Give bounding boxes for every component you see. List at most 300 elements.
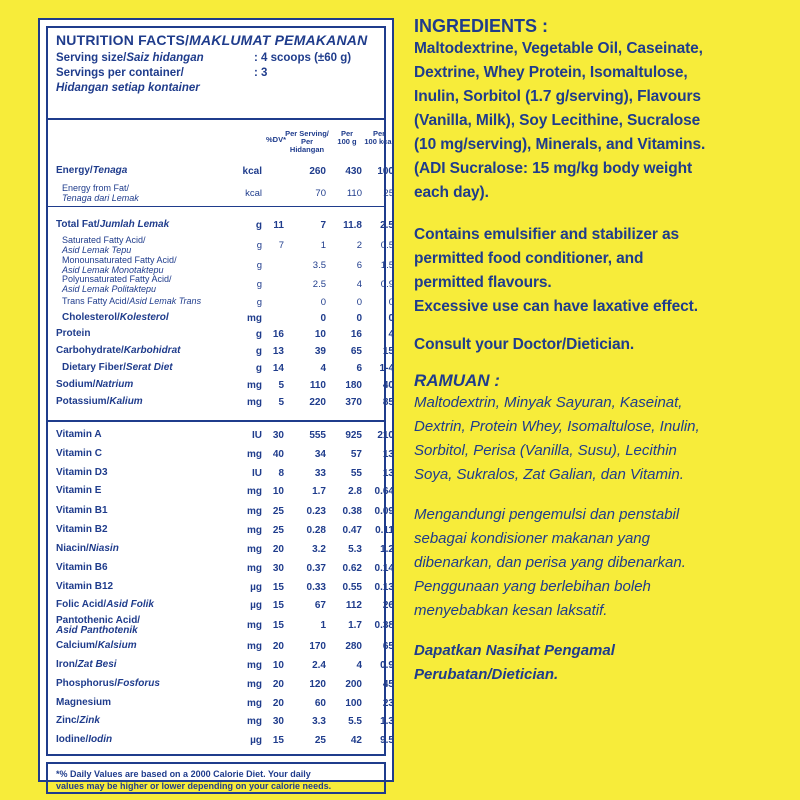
nutrient-name-en: Dietary Fiber/ bbox=[62, 362, 126, 373]
nutrient-name-en: Protein bbox=[56, 328, 91, 339]
nutrient-p100: 5.3 bbox=[348, 544, 362, 555]
nutrient-name-ms: Jumlah Lemak bbox=[99, 219, 170, 230]
nutrient-ps: 70 bbox=[315, 188, 326, 199]
nutrient-ps: 2.5 bbox=[312, 279, 326, 290]
text-line: Soya, Sukralos, Zat Galian, dan Vitamin. bbox=[414, 466, 684, 483]
nutrient-pk: 0.11 bbox=[375, 525, 394, 536]
nutrient-dv: 20 bbox=[272, 641, 284, 652]
nutrient-unit: kcal bbox=[242, 166, 262, 177]
nutrient-ps: 220 bbox=[309, 397, 326, 408]
nutrient-p100: 2 bbox=[356, 240, 362, 251]
nutrient-row bbox=[48, 562, 394, 577]
nutrient-name-ms: Asid Lemak Monotaktepu bbox=[62, 264, 164, 275]
nutrient-ps: 34 bbox=[314, 449, 326, 460]
text-line: Dextrine, Whey Protein, Isomaltulose, bbox=[414, 64, 688, 81]
nutrient-p100: 430 bbox=[345, 166, 362, 177]
nutrient-pk: 210 bbox=[377, 430, 394, 441]
serving-size-en: Serving size/ bbox=[56, 52, 127, 64]
nutrient-ps: 3.5 bbox=[312, 260, 326, 271]
nutrient-pk: 0 bbox=[388, 313, 394, 324]
header-per-100g-a: Per bbox=[340, 129, 354, 138]
nutrient-pk: 0.14 bbox=[374, 563, 394, 574]
nutrient-pk: 45 bbox=[382, 679, 394, 690]
nutrient-unit: mg bbox=[247, 397, 262, 408]
nutrient-label bbox=[56, 430, 102, 440]
nutrient-pk: 23 bbox=[382, 698, 394, 709]
nutrient-ps: 67 bbox=[314, 600, 326, 611]
nutrient-pk: 0.09 bbox=[374, 506, 394, 517]
nutrient-pk: 65 bbox=[382, 641, 394, 652]
ingredients-column bbox=[414, 16, 786, 687]
text-line: (10 mg/serving), Minerals, and Vitamins. bbox=[414, 136, 706, 153]
nutrient-row bbox=[48, 328, 394, 343]
nutrient-name-en: Vitamin E bbox=[56, 485, 102, 496]
nutrient-dv: 13 bbox=[272, 346, 284, 357]
nutrient-label bbox=[56, 220, 169, 230]
nutrient-p100: 280 bbox=[345, 641, 362, 652]
nutrient-p100: 42 bbox=[350, 735, 362, 746]
title-en: NUTRITION FACTS/ bbox=[56, 32, 190, 48]
nutrient-name-en: Vitamin B1 bbox=[56, 505, 108, 516]
nutrient-dv: 15 bbox=[272, 735, 284, 746]
nutrient-pk: 100 bbox=[377, 166, 394, 177]
nutrient-dv: 10 bbox=[272, 486, 284, 497]
text-line: Dapatkan Nasihat Pengamal bbox=[414, 642, 615, 659]
nutrient-unit: mg bbox=[247, 660, 262, 671]
text-line: Perubatan/Dietician. bbox=[414, 666, 559, 683]
nutrient-ps: 2.4 bbox=[312, 660, 326, 671]
nutrient-p100: 0 bbox=[356, 297, 362, 308]
nutrient-p100: 1.7 bbox=[348, 620, 362, 631]
nutrient-ps: 7 bbox=[320, 220, 326, 231]
nutrient-name-ms: Asid Lemak Politaktepu bbox=[62, 283, 157, 294]
nutrient-name-ms: Iodin bbox=[88, 734, 113, 745]
nutrient-row bbox=[48, 467, 394, 482]
text-line: menyebabkan kesan laksatif. bbox=[414, 602, 608, 619]
nutrient-p100: 6 bbox=[356, 363, 362, 374]
nutrient-dv: 5 bbox=[278, 397, 284, 408]
text-line: Excessive use can have laxative effect. bbox=[414, 298, 698, 315]
text-line: Maltodextrin, Minyak Sayuran, Kaseinat, bbox=[414, 394, 683, 411]
nutrient-pk: 0.64 bbox=[374, 486, 394, 497]
nutrient-pk: 4 bbox=[388, 329, 394, 340]
header-per-100kcal-a: Per bbox=[372, 129, 386, 138]
text-line: permitted food conditioner, and bbox=[414, 250, 644, 267]
nutrient-pk: 26 bbox=[382, 600, 394, 611]
serving-size-ms: Saiz hidangan bbox=[126, 52, 204, 64]
nutrient-pk: 25 bbox=[383, 188, 394, 199]
nutrient-unit: mg bbox=[247, 380, 262, 391]
nutrient-p100: 2.8 bbox=[348, 486, 362, 497]
nutrient-row bbox=[48, 581, 394, 596]
nutrient-row bbox=[48, 485, 394, 500]
nutrient-ps: 1 bbox=[320, 240, 326, 251]
nutrient-unit: g bbox=[255, 220, 262, 231]
text-line: Dextrin, Protein Whey, Isomaltulose, Inulin, bbox=[414, 418, 700, 435]
nutrient-row bbox=[48, 274, 394, 294]
nutrient-name-ms: Fosforus bbox=[117, 678, 160, 689]
ramuan-title: RAMUAN : bbox=[414, 371, 500, 390]
nutrient-name-ms: Asid Panthotenik bbox=[56, 624, 138, 636]
header-per-100g-b: 100 g bbox=[337, 137, 357, 146]
nutrient-pk: 1.2 bbox=[380, 544, 394, 555]
nutrient-pk: 15 bbox=[382, 346, 394, 357]
nutrient-unit: g bbox=[256, 297, 262, 308]
nutrient-p100: 925 bbox=[345, 430, 362, 441]
nutrient-name-en: Potassium/ bbox=[56, 396, 110, 407]
nutrient-pk: 1-4 bbox=[379, 363, 394, 374]
nutrient-row bbox=[48, 255, 394, 275]
nutrient-dv: 16 bbox=[272, 329, 284, 340]
nutrient-unit: µg bbox=[250, 735, 262, 746]
nutrient-unit: IU bbox=[252, 430, 262, 441]
divider bbox=[48, 206, 384, 207]
nutrient-dv: 20 bbox=[272, 544, 284, 555]
nutrient-unit: µg bbox=[250, 600, 262, 611]
nutrient-name-en: Monounsaturated Fatty Acid/ bbox=[62, 255, 177, 265]
nutrient-dv: 30 bbox=[272, 430, 284, 441]
nutrient-name-en: Zinc/ bbox=[56, 715, 80, 726]
header-per-100kcal bbox=[362, 130, 396, 146]
text-line: Maltodextrine, Vegetable Oil, Caseinate, bbox=[414, 40, 703, 57]
nutrient-label bbox=[62, 313, 169, 323]
nutrient-ps: 260 bbox=[309, 166, 326, 177]
nutrient-row bbox=[48, 505, 394, 520]
nutrient-row bbox=[48, 715, 394, 730]
nutrient-name-en: Pantothenic Acid/ bbox=[56, 615, 141, 626]
nutrient-ps: 0.23 bbox=[306, 506, 326, 517]
nutrient-unit: mg bbox=[247, 641, 262, 652]
nutrition-header-box bbox=[46, 26, 386, 120]
nutrient-row bbox=[48, 448, 394, 463]
nutrient-unit: IU bbox=[252, 468, 262, 479]
nutrient-name-ms: Asid Lemak Trans bbox=[129, 296, 202, 306]
servings-label-ms-text: Hidangan setiap kontainer bbox=[56, 82, 200, 94]
nutrient-name-en: Folic Acid/ bbox=[56, 599, 107, 610]
nutrient-name-en: Vitamin B2 bbox=[56, 524, 108, 535]
nutrient-unit: mg bbox=[247, 716, 262, 727]
nutrient-name-en: Sodium/ bbox=[56, 379, 96, 390]
nutrient-pk: 85 bbox=[382, 397, 394, 408]
nutrient-dv: 10 bbox=[272, 660, 284, 671]
nutrient-row bbox=[48, 543, 394, 558]
nutrient-row bbox=[48, 734, 394, 749]
nutrient-unit: kcal bbox=[245, 188, 262, 199]
serving-size-label bbox=[56, 52, 204, 64]
nutrient-row bbox=[48, 429, 394, 444]
nutrient-label bbox=[56, 582, 113, 592]
footnote-line-1: *% Daily Values are based on a 2000 Calorie Diet. Your daily bbox=[56, 769, 311, 779]
nutrient-name-ms: Asid Folik bbox=[106, 599, 154, 610]
nutrient-name-ms: Kalium bbox=[109, 396, 143, 407]
nutrient-row bbox=[48, 697, 394, 712]
nutrient-ps: 555 bbox=[309, 430, 326, 441]
ramuan-text bbox=[414, 391, 786, 487]
nutrient-p100: 16 bbox=[350, 329, 362, 340]
nutrient-p100: 112 bbox=[345, 600, 362, 611]
consult-text: Consult your Doctor/Dietician. bbox=[414, 336, 635, 353]
nutrient-unit: mg bbox=[247, 449, 262, 460]
nutrient-name-ms: Asid Lemak Tepu bbox=[62, 244, 132, 255]
nutrient-label bbox=[56, 380, 133, 390]
text-line: permitted flavours. bbox=[414, 274, 552, 291]
nutrient-unit: mg bbox=[247, 563, 262, 574]
nutrient-dv: 15 bbox=[272, 582, 284, 593]
nutrient-name-ms: Kalsium bbox=[97, 640, 137, 651]
nutrient-ps: 170 bbox=[309, 641, 326, 652]
nutrient-unit: mg bbox=[247, 679, 262, 690]
nutrient-dv: 7 bbox=[278, 240, 284, 251]
nutrient-label bbox=[56, 525, 108, 535]
nutrient-name-ms: Karbohidrat bbox=[123, 345, 181, 356]
nutrient-p100: 5.5 bbox=[348, 716, 362, 727]
nutrient-dv: 11 bbox=[273, 220, 284, 231]
nutrient-name-ms: Tenaga bbox=[92, 165, 128, 176]
header-per-100kcal-b: 100 kcal bbox=[364, 137, 394, 146]
nutrient-unit: g bbox=[255, 363, 262, 374]
footnote-box bbox=[46, 762, 386, 794]
nutrient-name-en: Magnesium bbox=[56, 697, 112, 708]
nutrient-p100: 0.47 bbox=[342, 525, 362, 536]
text-line: dibenarkan, dan perisa yang dibenarkan. bbox=[414, 554, 686, 571]
nutrient-p100: 200 bbox=[345, 679, 362, 690]
nutrient-name-ms: Niasin bbox=[88, 543, 119, 554]
nutrient-label bbox=[56, 544, 119, 554]
serving-size-value: : 4 scoops (±60 g) bbox=[254, 52, 352, 64]
nutrient-row bbox=[48, 524, 394, 539]
nutrient-unit: µg bbox=[250, 582, 262, 593]
nutrient-dv: 5 bbox=[278, 380, 284, 391]
nutrient-ps: 0 bbox=[320, 297, 326, 308]
nutrient-name-en: Vitamin B6 bbox=[56, 562, 108, 573]
nutrient-label bbox=[56, 716, 100, 726]
nutrient-dv: 25 bbox=[272, 506, 284, 517]
nutrient-pk: 1.3 bbox=[380, 716, 394, 727]
nutrient-pk: 0 bbox=[388, 297, 394, 308]
nutrient-unit: g bbox=[255, 329, 262, 340]
nutrient-label bbox=[56, 563, 108, 573]
text-line: Contains emulsifier and stabilizer as bbox=[414, 226, 680, 243]
nutrient-dv: 15 bbox=[272, 620, 284, 631]
nutrient-row bbox=[48, 312, 394, 327]
nutrient-pk: 0.9 bbox=[380, 279, 394, 290]
nutrient-name-ms: Zat Besi bbox=[77, 659, 117, 670]
nutrient-name-ms: Natrium bbox=[95, 379, 134, 390]
nutrient-dv: 14 bbox=[272, 363, 284, 374]
micros-box bbox=[46, 422, 394, 756]
nutrient-unit: g bbox=[256, 279, 262, 290]
nutrient-unit: g bbox=[256, 240, 262, 251]
nutrient-pk: 1.5 bbox=[380, 260, 394, 271]
nutrient-pk: 0.5 bbox=[380, 240, 394, 251]
text-line: (Vanilla, Milk), Soy Lecithine, Sucralose bbox=[414, 112, 701, 129]
nutrient-row bbox=[48, 219, 394, 234]
nutrient-unit: mg bbox=[247, 506, 262, 517]
text-line: sebagai kondisioner makanan yang bbox=[414, 530, 650, 547]
nutrient-pk: 0.38 bbox=[374, 620, 394, 631]
nutrient-label bbox=[56, 616, 140, 635]
nutrient-name-en: Vitamin D3 bbox=[56, 467, 108, 478]
nutrient-ps: 1.7 bbox=[312, 486, 326, 497]
nutrient-p100: 4 bbox=[356, 660, 362, 671]
servings-label: Servings per container/ bbox=[56, 67, 184, 79]
nutrient-name-en: Vitamin B12 bbox=[56, 581, 114, 592]
nutrient-row bbox=[48, 183, 394, 203]
nutrient-label bbox=[56, 600, 154, 610]
nutrient-name-en: Total Fat/ bbox=[56, 219, 100, 230]
nutrient-p100: 0.38 bbox=[342, 506, 362, 517]
nutrient-unit: mg bbox=[247, 486, 262, 497]
nutrient-dv: 8 bbox=[278, 468, 284, 479]
nutrient-name-en: Iron/ bbox=[56, 659, 78, 670]
nutrient-name-en: Niacin/ bbox=[56, 543, 89, 554]
title-ms: MAKLUMAT PEMAKANAN bbox=[189, 32, 368, 48]
nutrient-name-en: Phosphorus/ bbox=[56, 678, 118, 689]
nutrient-dv: 20 bbox=[272, 679, 284, 690]
nutrient-label bbox=[56, 397, 143, 407]
text-line: Sorbitol, Perisa (Vanilla, Susu), Lecithin bbox=[414, 442, 677, 459]
nutrient-dv: 15 bbox=[272, 600, 284, 611]
nutrient-label bbox=[56, 166, 127, 176]
nutrient-row bbox=[48, 235, 394, 255]
nutrient-label bbox=[56, 735, 112, 745]
nutrient-ps: 0.37 bbox=[306, 563, 326, 574]
nutrient-p100: 4 bbox=[356, 279, 362, 290]
nutrient-pk: 13 bbox=[382, 468, 394, 479]
nutrient-unit: mg bbox=[247, 525, 262, 536]
footnote bbox=[56, 768, 331, 792]
nutrient-name-en: Energy/ bbox=[56, 165, 93, 176]
header-per-serving-en: Per Serving/ bbox=[285, 129, 329, 138]
nutrient-dv: 20 bbox=[272, 698, 284, 709]
nutrient-ps: 120 bbox=[309, 679, 326, 690]
nutrient-row bbox=[48, 296, 394, 311]
nutrient-unit: g bbox=[255, 346, 262, 357]
nutrient-name-en: Vitamin A bbox=[56, 429, 102, 440]
header-per-serving-ms: Per Hidangan bbox=[289, 137, 325, 154]
nutrient-row bbox=[48, 362, 394, 377]
ingredients-text bbox=[414, 37, 786, 205]
nutrient-pk: 2.5 bbox=[380, 220, 394, 231]
nutrient-row bbox=[48, 165, 394, 180]
nutrient-name-en: Calcium/ bbox=[56, 640, 98, 651]
nutrient-ps: 1 bbox=[320, 620, 326, 631]
header-per-serving bbox=[284, 130, 330, 154]
nutrient-row bbox=[48, 345, 394, 360]
text-line: (ADI Sucralose: 15 mg/kg body weight bbox=[414, 160, 693, 177]
nutrient-ps: 3.3 bbox=[312, 716, 326, 727]
nutrient-row bbox=[48, 659, 394, 674]
nutrient-name-ms: Serat Diet bbox=[125, 362, 173, 373]
nutrient-p100: 180 bbox=[345, 380, 362, 391]
nutrient-ps: 39 bbox=[314, 346, 326, 357]
nutrient-unit: mg bbox=[247, 313, 262, 324]
servings-label-ms bbox=[56, 82, 200, 94]
nutrient-label bbox=[56, 506, 108, 516]
nutrient-ps: 3.2 bbox=[312, 544, 326, 555]
nutrient-name-en: Carbohydrate/ bbox=[56, 345, 124, 356]
nutrient-p100: 0 bbox=[356, 313, 362, 324]
text-line: Mengandungi pengemulsi dan penstabil bbox=[414, 506, 680, 523]
header-dv: %DV* bbox=[265, 135, 286, 144]
nutrient-ps: 0.33 bbox=[306, 582, 326, 593]
header-per-100g bbox=[332, 130, 362, 146]
ramuan-emulsifier-text bbox=[414, 503, 786, 623]
nutrient-dv: 30 bbox=[272, 716, 284, 727]
nutrient-p100: 100 bbox=[345, 698, 362, 709]
nutrient-label bbox=[56, 449, 102, 459]
nutrient-label bbox=[56, 486, 101, 496]
nutrient-unit: mg bbox=[247, 544, 262, 555]
nutrient-label bbox=[56, 698, 111, 708]
nutrient-ps: 25 bbox=[314, 735, 326, 746]
nutrient-unit: mg bbox=[247, 620, 262, 631]
nutrient-ps: 10 bbox=[314, 329, 326, 340]
nutrient-label bbox=[62, 363, 173, 373]
ingredients-title: INGREDIENTS : bbox=[414, 16, 549, 36]
nutrient-p100: 6 bbox=[356, 260, 362, 271]
nutrient-p100: 11.8 bbox=[343, 220, 362, 231]
nutrient-ps: 4 bbox=[320, 363, 326, 374]
nutrient-name-ms: Kolesterol bbox=[119, 312, 169, 323]
nutrient-label bbox=[56, 468, 108, 478]
nutrient-label bbox=[62, 184, 139, 203]
nutrient-pk: 9.5 bbox=[380, 735, 394, 746]
nutrient-name-en: Trans Fatty Acid/ bbox=[62, 296, 130, 306]
nutrient-name-en: Polyunsaturated Fatty Acid/ bbox=[62, 274, 172, 284]
nutrient-unit: g bbox=[256, 260, 262, 271]
nutrient-name-ms: Tenaga dari Lemak bbox=[62, 192, 139, 203]
nutrient-row bbox=[48, 615, 394, 636]
nutrient-label bbox=[62, 236, 146, 255]
nutrient-p100: 57 bbox=[350, 449, 362, 460]
nutrient-pk: 0.9 bbox=[380, 660, 394, 671]
footnote-line-2: values may be higher or lower depending on your calorie needs. bbox=[56, 781, 332, 791]
nutrient-label bbox=[62, 256, 177, 275]
nutrient-name-en: Cholesterol/ bbox=[62, 312, 120, 323]
servings-value: : 3 bbox=[254, 67, 268, 79]
nutrient-pk: 0.13 bbox=[374, 582, 394, 593]
nutrient-ps: 0.28 bbox=[306, 525, 326, 536]
nutrient-name-en: Vitamin C bbox=[56, 448, 102, 459]
nutrient-label bbox=[56, 660, 117, 670]
nutrient-row bbox=[48, 640, 394, 655]
nutrient-name-ms: Zink bbox=[79, 715, 100, 726]
nutrient-name-en: Saturated Fatty Acid/ bbox=[62, 235, 146, 245]
nutrient-ps: 33 bbox=[314, 468, 326, 479]
nutrient-ps: 60 bbox=[314, 698, 326, 709]
nutrient-label bbox=[56, 679, 160, 689]
nutrient-label bbox=[56, 329, 90, 339]
text-line: Penggunaan yang berlebihan boleh bbox=[414, 578, 651, 595]
text-line: Inulin, Sorbitol (1.7 g/serving), Flavours bbox=[414, 88, 701, 105]
nutrient-p100: 0.55 bbox=[342, 582, 362, 593]
nutrient-name-en: Iodine/ bbox=[56, 734, 89, 745]
nutrition-title bbox=[56, 32, 367, 48]
nutrient-dv: 25 bbox=[272, 525, 284, 536]
nutrient-label bbox=[56, 641, 137, 651]
ramuan-consult-text bbox=[414, 639, 786, 687]
emulsifier-text bbox=[414, 223, 786, 319]
macros-box bbox=[46, 120, 394, 422]
nutrient-p100: 65 bbox=[350, 346, 362, 357]
nutrient-row bbox=[48, 379, 394, 394]
nutrient-label bbox=[56, 346, 180, 356]
nutrient-dv: 40 bbox=[272, 449, 284, 460]
nutrient-dv: 30 bbox=[272, 563, 284, 574]
nutrient-label bbox=[62, 297, 201, 307]
text-line: each day). bbox=[414, 184, 489, 201]
